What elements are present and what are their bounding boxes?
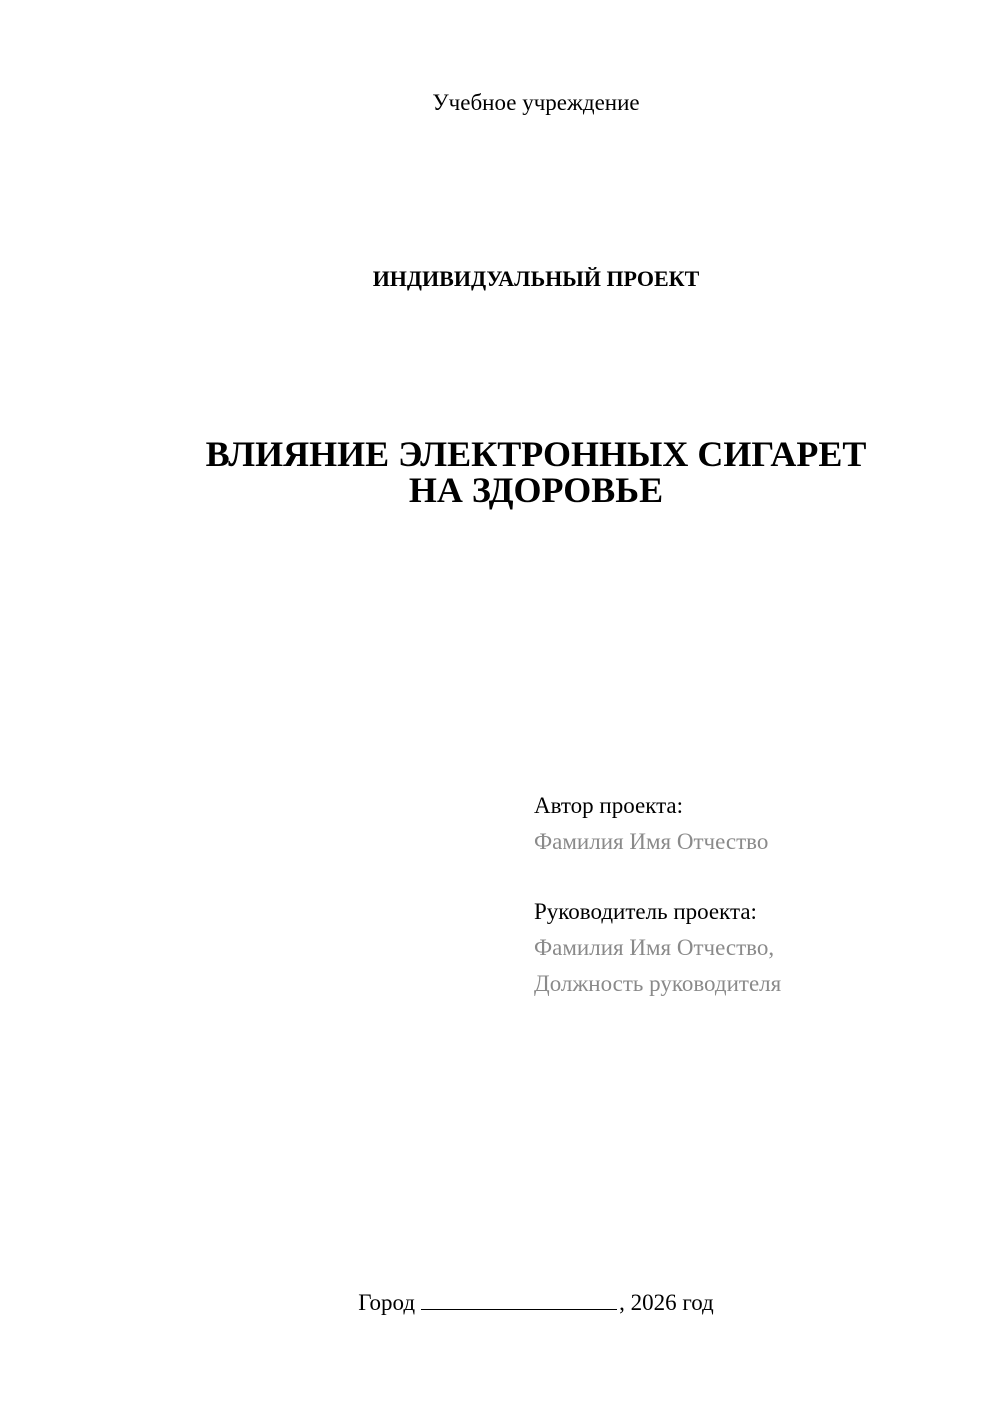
supervisor-label: Руководитель проекта: [534,899,757,924]
year-text: , 2026 год [619,1290,714,1315]
supervisor-position-placeholder: Должность руководителя [534,971,782,996]
project-title-line-2: НА ЗДОРОВЬЕ [408,470,664,510]
institution-name: Учебное учреждение [432,90,640,115]
city-label: Город [358,1290,416,1315]
project-title-line-1: ВЛИЯНИЕ ЭЛЕКТРОННЫХ СИГАРЕТ [205,434,867,474]
author-name-placeholder: Фамилия Имя Отчество [534,829,769,854]
footer-city-year [0,1290,1000,1316]
author-label: Автор проекта: [534,793,683,818]
project-type-heading: ИНДИВИДУАЛЬНЫЙ ПРОЕКТ [372,266,700,291]
supervisor-name-placeholder: Фамилия Имя Отчество, [534,935,775,960]
credits-block [534,788,781,1002]
city-blank-line [421,1291,617,1310]
project-title [0,436,1000,508]
credits-spacer [534,860,781,894]
